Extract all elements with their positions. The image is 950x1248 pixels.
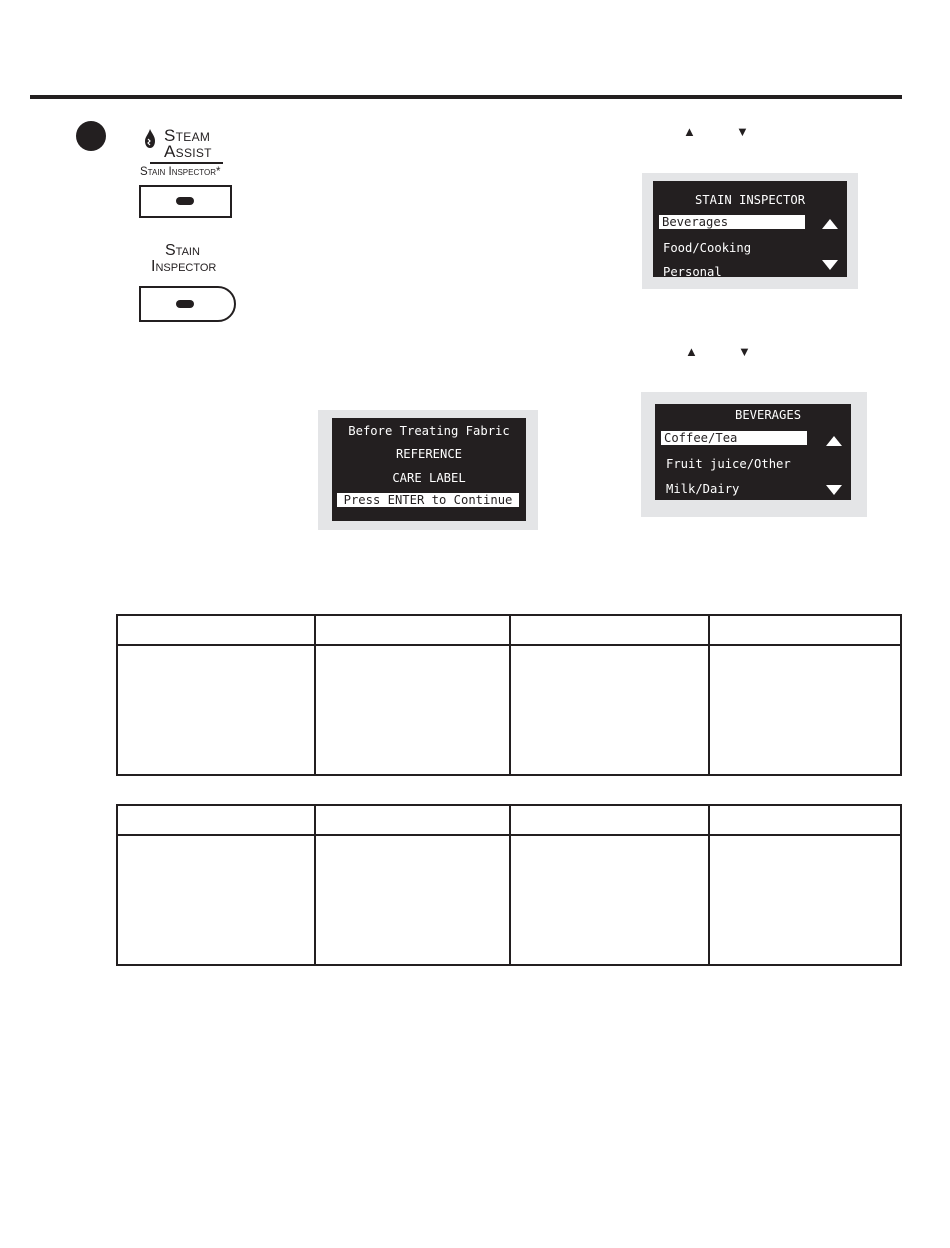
table-header-row xyxy=(117,615,901,645)
down-arrow-icon: ▼ xyxy=(736,124,749,139)
table-header-cell xyxy=(709,615,901,645)
button-indicator xyxy=(176,300,194,308)
stain-label-line1: Stain xyxy=(165,242,200,259)
stain-inspector-sublabel: Stain Inspector* xyxy=(140,166,221,178)
table-row xyxy=(117,645,901,775)
table-header-cell xyxy=(709,805,901,835)
menu-item-personal[interactable]: Personal xyxy=(663,265,722,279)
step-bullet xyxy=(76,121,106,151)
table-cell xyxy=(709,645,901,775)
steam-assist-divider xyxy=(150,162,223,164)
menu-item-fruit-juice-other[interactable]: Fruit juice/Other xyxy=(666,457,791,471)
table-cell xyxy=(510,645,710,775)
beverages-screen xyxy=(655,404,851,500)
scroll-down-icon xyxy=(826,485,842,495)
stain-inspector-button[interactable] xyxy=(139,286,236,322)
stain-inspector-screen-frame xyxy=(642,173,858,289)
table-header-cell xyxy=(315,805,510,835)
up-arrow-icon: ▲ xyxy=(683,124,696,139)
table-cell xyxy=(315,835,510,965)
care-label-screen-frame xyxy=(318,410,538,530)
button-indicator xyxy=(176,197,194,205)
table-cell xyxy=(117,645,315,775)
table-header-cell xyxy=(510,805,710,835)
steam-drop-icon xyxy=(143,128,157,150)
menu-item-beverages[interactable]: Beverages xyxy=(659,215,805,229)
care-label-screen xyxy=(332,418,526,521)
stain-table-2 xyxy=(116,804,902,966)
menu-item-coffee-tea[interactable]: Coffee/Tea xyxy=(661,431,807,445)
menu-item-food-cooking[interactable]: Food/Cooking xyxy=(663,241,752,255)
table-cell xyxy=(510,835,710,965)
scroll-up-icon xyxy=(822,219,838,229)
steam-assist-label-line1: Steam xyxy=(164,126,211,145)
table-header-cell xyxy=(117,805,315,835)
up-arrow-icon: ▲ xyxy=(685,344,698,359)
stain-inspector-screen xyxy=(653,181,847,277)
scroll-up-icon xyxy=(826,436,842,446)
table-cell xyxy=(117,835,315,965)
screen-title: BEVERAGES xyxy=(735,408,802,422)
steam-assist-button[interactable] xyxy=(139,185,232,218)
table-row xyxy=(117,835,901,965)
down-arrow-icon: ▼ xyxy=(738,344,751,359)
stain-table-1 xyxy=(116,614,902,776)
table-header-cell xyxy=(510,615,710,645)
screen-title: STAIN INSPECTOR xyxy=(694,193,806,207)
scroll-down-icon xyxy=(822,260,838,270)
header-rule xyxy=(30,95,902,99)
table-header-cell xyxy=(315,615,510,645)
steam-assist-label-line2: Assist xyxy=(164,142,212,161)
table-header-row xyxy=(117,805,901,835)
table-cell xyxy=(709,835,901,965)
screen-line-care-label: CARE LABEL xyxy=(392,471,466,485)
table-header-cell xyxy=(117,615,315,645)
table-cell xyxy=(315,645,510,775)
beverages-screen-frame xyxy=(641,392,867,517)
press-enter-prompt[interactable]: Press ENTER to Continue xyxy=(337,493,519,507)
stain-label-line2: Inspector xyxy=(151,258,217,275)
menu-item-milk-dairy[interactable]: Milk/Dairy xyxy=(666,482,740,496)
screen-line-reference: REFERENCE xyxy=(395,447,463,461)
screen-line-before-treating: Before Treating Fabric xyxy=(348,424,510,438)
